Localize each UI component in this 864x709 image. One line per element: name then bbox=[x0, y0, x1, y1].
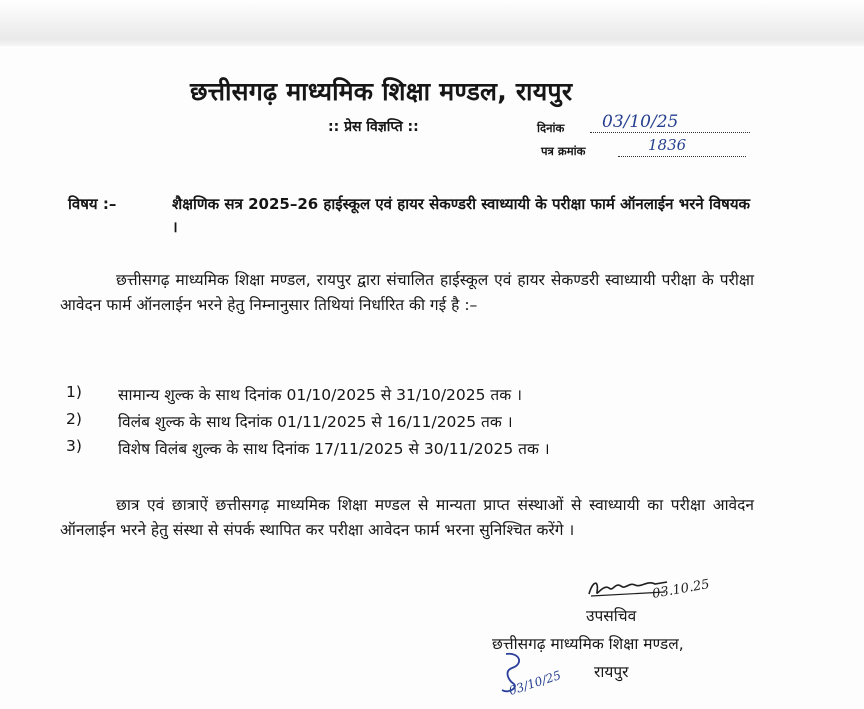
subject-label: विषय :– bbox=[68, 195, 117, 213]
date-value: 03/10/25 bbox=[602, 112, 679, 132]
date-label: दिनांक bbox=[537, 121, 565, 135]
list-item: विशेष विलंब शुल्क के साथ दिनांक 17/11/2025 से 30/11/2025 तक । bbox=[118, 440, 550, 458]
list-item-number: 3) bbox=[66, 437, 82, 455]
letter-number-value: 1836 bbox=[648, 136, 687, 154]
initial-date: 03/10/25 bbox=[507, 668, 563, 698]
letter-number-label: पत्र क्रमांक bbox=[541, 144, 586, 158]
list-item-number: 1) bbox=[66, 383, 82, 401]
list-item: सामान्य शुल्क के साथ दिनांक 01/10/2025 से 31/10/2025 तक । bbox=[118, 386, 522, 404]
list-item: विलंब शुल्क के साथ दिनांक 01/11/2025 से 16/11/2025 तक । bbox=[118, 413, 513, 431]
scan-top-shadow bbox=[0, 0, 864, 46]
signatory-designation: उपसचिव bbox=[586, 607, 637, 625]
page-title: छत्तीसगढ़ माध्यमिक शिक्षा मण्डल, रायपुर bbox=[190, 77, 573, 106]
subject-text: शैक्षणिक सत्र 2025–26 हाईस्कूल एवं हायर सेकण्डरी स्वाध्यायी के परीक्षा फार्म ऑनलाईन भरने विषयक । bbox=[172, 195, 751, 236]
press-note-heading: :: प्रेस विज्ञप्ति :: bbox=[328, 119, 419, 135]
intro-paragraph: छत्तीसगढ़ माध्यमिक शिक्षा मण्डल, रायपुर द्वारा संचालित हाईस्कूल एवं हायर सेकण्डरी स्वाध्यायी परीक्षा के परीक्षा आवेदन फार्म ऑनलाईन भरने हेतु निम्नानुसार तिथियां निर्धारित की गई है :– bbox=[60, 271, 754, 314]
list-item-number: 2) bbox=[66, 410, 82, 428]
instruction-paragraph: छात्र एवं छात्राऐं छत्तीसगढ़ माध्यमिक शिक्षा मण्डल से मान्यता प्राप्त संस्थाओं से स्वाध्यायी का परीक्षा आवेदन ऑनलाईन भरने हेतु संस्था से संपर्क स्थापित कर परीक्षा आवेदन फार्म भरना सुनिश्चित करेंगे । bbox=[60, 496, 754, 539]
signatory-office: छत्तीसगढ़ माध्यमिक शिक्षा मण्डल, bbox=[492, 635, 684, 653]
signatory-city: रायपुर bbox=[594, 663, 629, 681]
signature-date: 03.10.25 bbox=[651, 577, 711, 602]
